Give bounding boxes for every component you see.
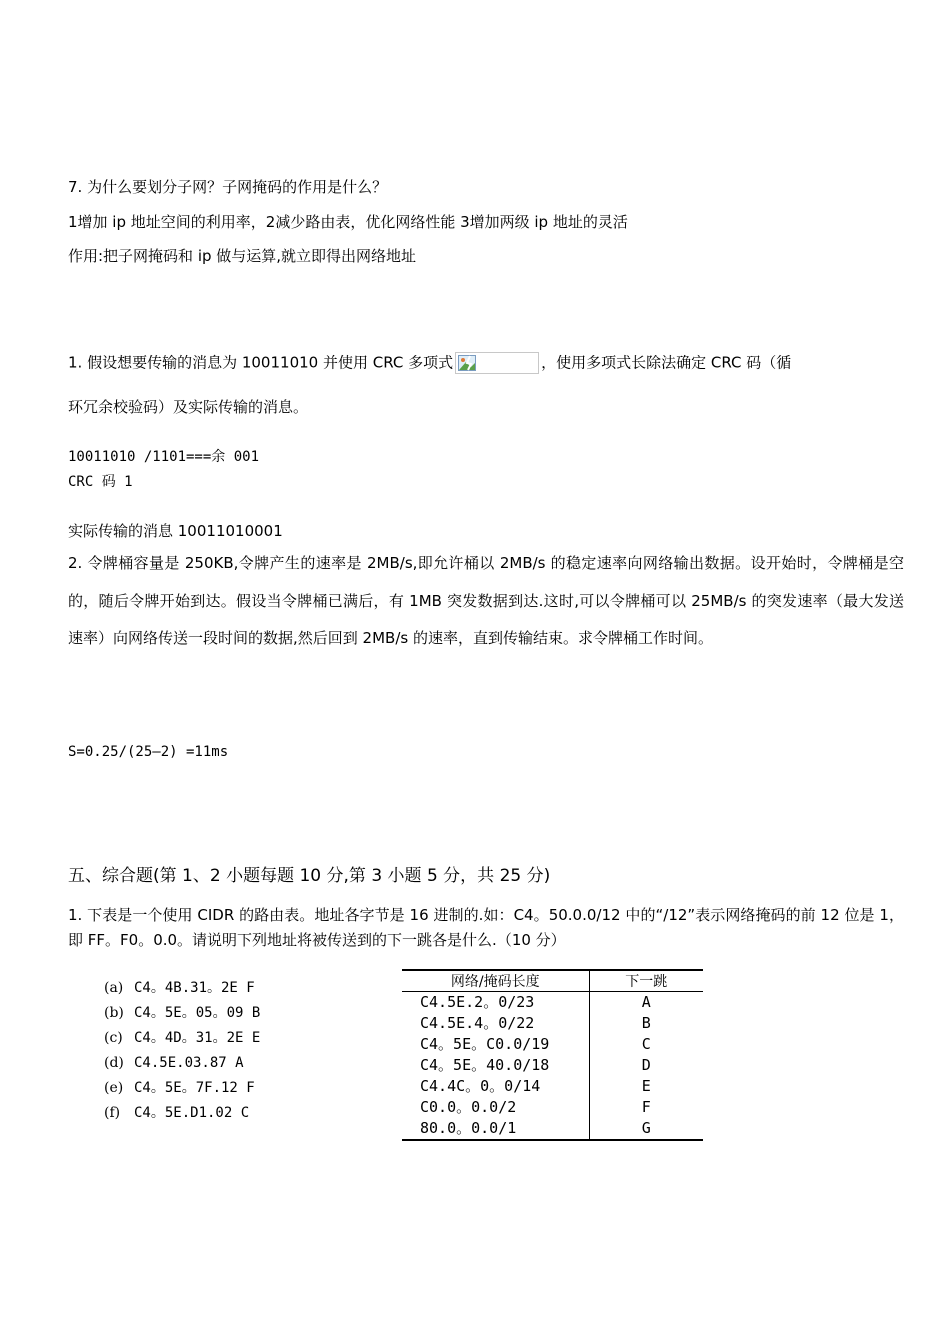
- option-value: C4。5E。05。09 B: [134, 1005, 261, 1021]
- option-a: [104, 978, 255, 998]
- crc-message: 实际传输的消息 10011010001: [68, 522, 283, 540]
- routing-table: [402, 969, 703, 1141]
- broken-image-icon: [455, 352, 539, 374]
- section5-question-1: 1. 下表是一个使用 CIDR 的路由表。地址各字节是 16 进制的.如：C4。50.0.0/12 中的“/12”表示网络掩码的前 12 位是 1，即 FF。F0。0.0。请说明下列地址将被传送到的下一跳各是什么.（10 分）: [68, 906, 904, 949]
- network-cell: C4.5E.4。0/22: [402, 1013, 589, 1034]
- header-next-hop: 下一跳: [589, 970, 703, 992]
- option-tag: (b): [104, 1005, 124, 1021]
- next-hop-cell: E: [641, 1077, 651, 1095]
- option-tag: (c): [104, 1030, 123, 1046]
- crc-code: CRC 码 1: [68, 474, 133, 490]
- table-row: [402, 1013, 703, 1034]
- option-b: [104, 1003, 260, 1023]
- option-e: [104, 1078, 255, 1098]
- option-value: C4。4B.31。2E F: [134, 980, 255, 996]
- option-tag: (e): [104, 1080, 124, 1096]
- option-tag: (a): [104, 980, 124, 996]
- next-hop-cell: C: [641, 1035, 651, 1053]
- next-hop-cell: A: [641, 993, 651, 1011]
- table-row: [402, 1055, 703, 1076]
- table-header-row: [402, 970, 703, 992]
- table-row: [402, 1097, 703, 1118]
- crc-question-part1: 1. 假设想要传输的消息为 10011010 并使用 CRC 多项式: [68, 353, 454, 372]
- q7-question: 7. 为什么要划分子网？子网掩码的作用是什么？: [68, 178, 388, 196]
- option-d: [104, 1053, 244, 1073]
- bucket-question: 2. 令牌桶容量是 250KB,令牌产生的速率是 2MB/s,即允许桶以 2MB/s 的稳定速率向网络输出数据。设开始时，令牌桶是空的，随后令牌开始到达。假设当令牌桶已满后，有 1MB 突发数据到达.这时,可以令牌桶可以 25MB/s 的突发速率（最大发送速率）向网络传送一段时间的数据,然后回到 2MB/s 的速率，直到传输结束。求令牌桶工作时间。: [68, 554, 904, 647]
- table-row: [402, 992, 703, 1014]
- table-row: [402, 1076, 703, 1097]
- crc-question-part2: ，使用多项式长除法确定 CRC 码（循: [541, 353, 792, 372]
- table-row: [402, 1034, 703, 1055]
- option-value: C4。5E.D1.02 C: [134, 1105, 250, 1121]
- network-cell: C4.5E.2。0/23: [402, 992, 589, 1014]
- option-tag: (d): [104, 1055, 124, 1071]
- bucket-answer: S=0.25/(25—2) =11ms: [68, 744, 229, 760]
- option-tag: (f): [104, 1105, 121, 1121]
- next-hop-cell: D: [641, 1056, 651, 1074]
- option-f: [104, 1103, 249, 1123]
- crc-question-line1: [68, 352, 791, 374]
- table-row: [402, 1118, 703, 1140]
- q7-answer-2: 作用:把子网掩码和 ip 做与运算,就立即得出网络地址: [68, 247, 417, 265]
- next-hop-cell: F: [641, 1098, 651, 1116]
- network-cell: 80.0。0.0/1: [402, 1118, 589, 1140]
- option-value: C4。5E。7F.12 F: [134, 1080, 255, 1096]
- crc-question-line2: 环冗余校验码）及实际传输的消息。: [68, 398, 309, 416]
- crc-calculation: 10011010 /1101===余 001: [68, 449, 260, 465]
- option-value: C4。4D。31。2E E: [134, 1030, 261, 1046]
- section-heading: 五、综合题(第 1、2 小题每题 10 分,第 3 小题 5 分，共 25 分): [68, 866, 551, 886]
- network-cell: C4.4C。0。0/14: [402, 1076, 589, 1097]
- next-hop-cell: G: [641, 1119, 651, 1137]
- header-network-mask: 网络/掩码长度: [402, 970, 589, 992]
- option-c: [104, 1028, 260, 1048]
- network-cell: C4。5E。40.0/18: [402, 1055, 589, 1076]
- option-value: C4.5E.03.87 A: [134, 1055, 244, 1071]
- q7-answer-1: 1增加 ip 地址空间的利用率，2减少路由表，优化网络性能 3增加两级 ip 地址的灵活: [68, 213, 628, 231]
- network-cell: C0.0。0.0/2: [402, 1097, 589, 1118]
- network-cell: C4。5E。C0.0/19: [402, 1034, 589, 1055]
- next-hop-cell: B: [641, 1014, 651, 1032]
